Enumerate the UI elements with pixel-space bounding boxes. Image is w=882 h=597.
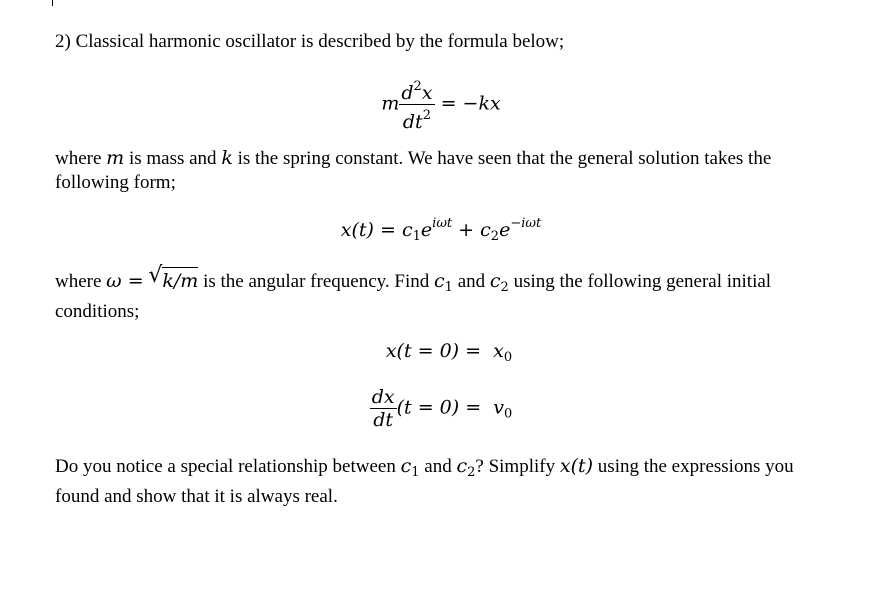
eq1-fraction: $\frac{d^2x}{dt^2}$ xyxy=(401,79,433,133)
initial-condition-velocity: $\frac{dx}{dt}$ $(t = 0) = v_0$ xyxy=(371,386,513,431)
eq1-mass: m xyxy=(381,92,400,115)
paragraph-question: Do you notice a special relationship between $c_1$ and $c_2$? Simplify x(t) using the expressions you found and show that it is always real. xyxy=(55,455,794,507)
problem-intro xyxy=(55,30,815,54)
ic2-fraction: $\frac{dx}{dt}$ xyxy=(371,386,395,431)
equation-general-solution: $x(t) = c_1e^{i\omega t} + c_2e^{-i\omega t}$ xyxy=(340,216,542,244)
problem-number: 2) xyxy=(55,31,71,52)
margin-tick xyxy=(52,0,53,6)
paragraph-definitions: where m is mass and k is the spring constant. We have seen that the general solution takes the following form; xyxy=(55,147,772,193)
equation-newton xyxy=(0,76,882,133)
intro-text: Classical harmonic oscillator is described by the formula below; xyxy=(75,31,565,52)
eq1-rhs: = −kx xyxy=(440,92,501,115)
paragraph-angular-frequency: where ω = √ k/m is the angular frequency. Find $c_1$ and $c_2$ using the following general initial conditions; xyxy=(55,263,772,322)
initial-condition-position: $x(t = 0) = x_0$ xyxy=(385,340,513,365)
sqrt-k-over-m: √ k/m xyxy=(148,263,199,292)
